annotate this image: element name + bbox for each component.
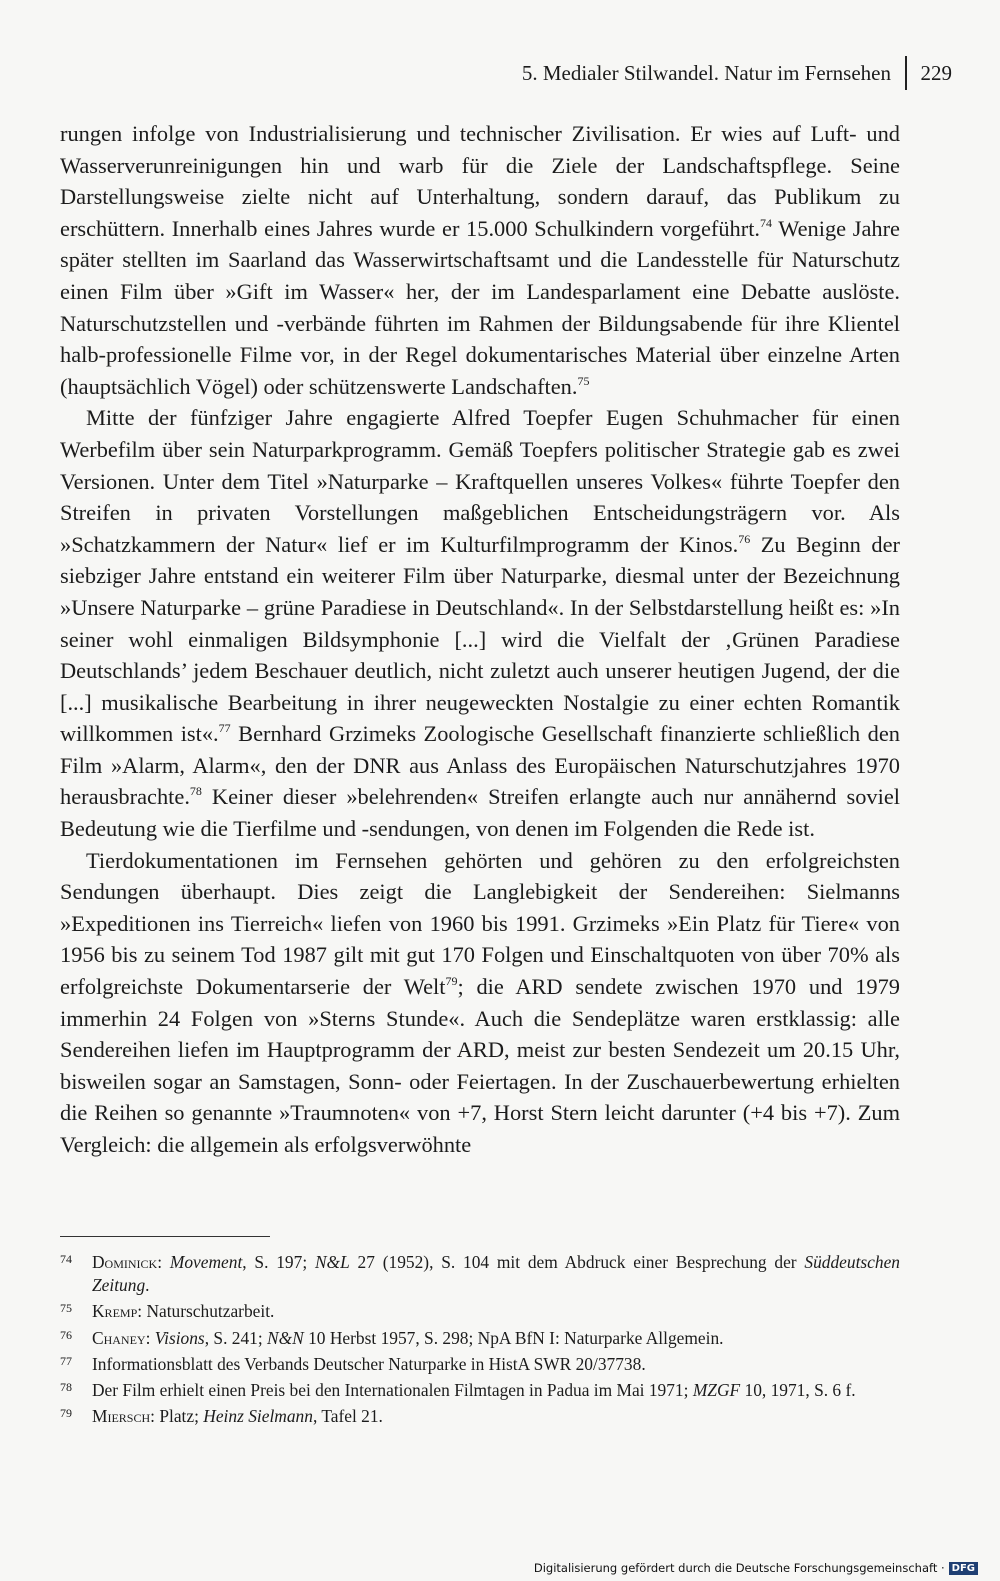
footnote-ref-75[interactable]: 75 (577, 373, 590, 388)
paragraph-2: Mitte der fünfziger Jahre engagierte Alfred Toepfer Eugen Schuhmacher für einen Werbefilm über sein Naturparkprogramm. Gemäß Toepfers politischer Strategie gab es zwei Versionen. Unter dem Titel »Naturparke – Kraftquellen unseres Volkes« führte Toepfer den Streifen in privaten Vorstellungen maßgeblichen Entscheidungsträgern vor. Als »Schatzkammern der Natur« lief er im Kulturfilmprogramm der Kinos.$^{76}$ Zu Beginn der siebziger Jahre entstand ein weiterer Film über Naturparke, diesmal unter der Bezeichnung »Unsere Naturparke – grüne Paradiese in Deutschland«. In der Selbstdarstellung heißt es: »In seiner wohl einmaligen Bildsymphonie [...] wird die Vielfalt der ‚Grünen Paradiese Deutschlands’ jedem Beschauer deutlich, nicht zuletzt auch unserer heutigen Jugend, der die [...] musikalische Bearbeitung in ihrer neugeweckten Nostalgie zu einer echten Romantik willkommen ist«.$^{77}$ Bernhard Grzimeks Zoologische Gesellschaft finanzierte schließlich den Film »Alarm, Alarm«, den der DNR aus Anlass des Europäischen Naturschutzjahres 1970 herausbrachte.$^{78}$ Keiner dieser »belehrenden« Streifen erlangte auch nur annähernd soviel Bedeutung wie die Tierfilme und -sendungen, von denen im Folgenden die Rede ist. (60, 405, 900, 842)
footnote-76: 76 Chaney: Visions, S. 241; N&N 10 Herbst 1957, S. 298; NpA BfN I: Naturparke Allgemein. (60, 1327, 724, 1348)
footnote-75: 75 Kremp: Naturschutzarbeit. (60, 1301, 275, 1322)
running-title: 5. Medialer Stilwandel. Natur im Fernsehen (521, 60, 891, 85)
footnote-74: 74 Dominick: Movement, S. 197; N&L 27 (1952), S. 104 mit dem Abdruck einer Besprechung der Süddeutschen Zeitung. (60, 1252, 900, 1296)
body-text (60, 118, 900, 1161)
credit-text: Digitalisierung gefördert durch die Deutsche Forschungsgemeinschaft · (533, 1561, 945, 1575)
dfg-logo: DFG (949, 1562, 978, 1575)
footnote-ref-78[interactable]: 78 (189, 784, 202, 799)
footnote-ref-79[interactable]: 79 (445, 974, 458, 989)
footnote-77: 77 Informationsblatt des Verbands Deutscher Naturparke in HistA SWR 20/37738. (60, 1353, 646, 1374)
paragraph-3: Tierdokumentationen im Fernsehen gehörten und gehören zu den erfolgreichsten Sendungen überhaupt. Dies zeigt die Langlebigkeit der Sendereihen: Sielmanns »Expeditionen ins Tierreich« liefen von 1960 bis 1991. Grzimeks »Ein Platz für Tiere« von 1956 bis zu seinem Tod 1987 gilt mit gut 170 Folgen und Einschaltquoten von über 70% als erfolgreichste Dokumentarserie der Welt$^{79}$; die ARD sendete zwischen 1970 und 1979 immerhin 24 Folgen von »Sterns Stunde«. Auch die Sendeplätze waren erstklassig: alle Sendereihen liefen im Hauptprogramm der ARD, meist zur besten Sendezeit um 20.15 Uhr, bisweilen sogar an Samstagen, Sonn- oder Feiertagen. In der Zuschauerbewertung erhielten die Reihen so genannte »Traumnoten« von +7, Horst Stern leicht darunter (+4 bis +7). Zum Vergleich: die allgemein als erfolgsverwöhnte (60, 847, 900, 1157)
header-divider (905, 56, 907, 90)
footnote-ref-77[interactable]: 77 (218, 721, 231, 736)
footnote-ref-76[interactable]: 76 (738, 531, 751, 546)
running-head (400, 58, 952, 88)
page-number: 229 (920, 60, 952, 85)
digitization-credit (534, 1561, 978, 1575)
footnote-divider (60, 1236, 270, 1237)
footnote-ref-74[interactable]: 74 (760, 215, 773, 230)
footnotes (60, 1251, 900, 1431)
footnote-78: 78 Der Film erhielt einen Preis bei den Internationalen Filmtagen in Padua im Mai 1971; MZGF 10, 1971, S. 6 f. (60, 1380, 856, 1401)
paragraph-1: rungen infolge von Industrialisierung und technischer Zivilisation. Er wies auf Luft- und Wasserverunreinigungen hin und warb für die Ziele der Landschaftspflege. Seine Darstellungsweise zielte nicht auf Unterhaltung, sondern darauf, das Publikum zu erschüttern. Innerhalb eines Jahres wurde er 15.000 Schulkindern vorgeführt.$^{74}$ Wenige Jahre später stellten im Saarland das Wasserwirtschaftsamt und die Landesstelle für Naturschutz einen Film über »Gift im Wasser« her, der im Landesparlament eine Debatte auslöste. Naturschutzstellen und -verbände führten im Rahmen der Bildungsabende für ihre Klientel halb-professionelle Filme vor, in der Regel dokumentarisches Material über einzelne Arten (hauptsächlich Vögel) oder schützenswerte Landschaften.$^{75}$ (60, 121, 900, 399)
footnote-79: 79 Miersch: Platz; Heinz Sielmann, Tafel 21. (60, 1406, 383, 1427)
